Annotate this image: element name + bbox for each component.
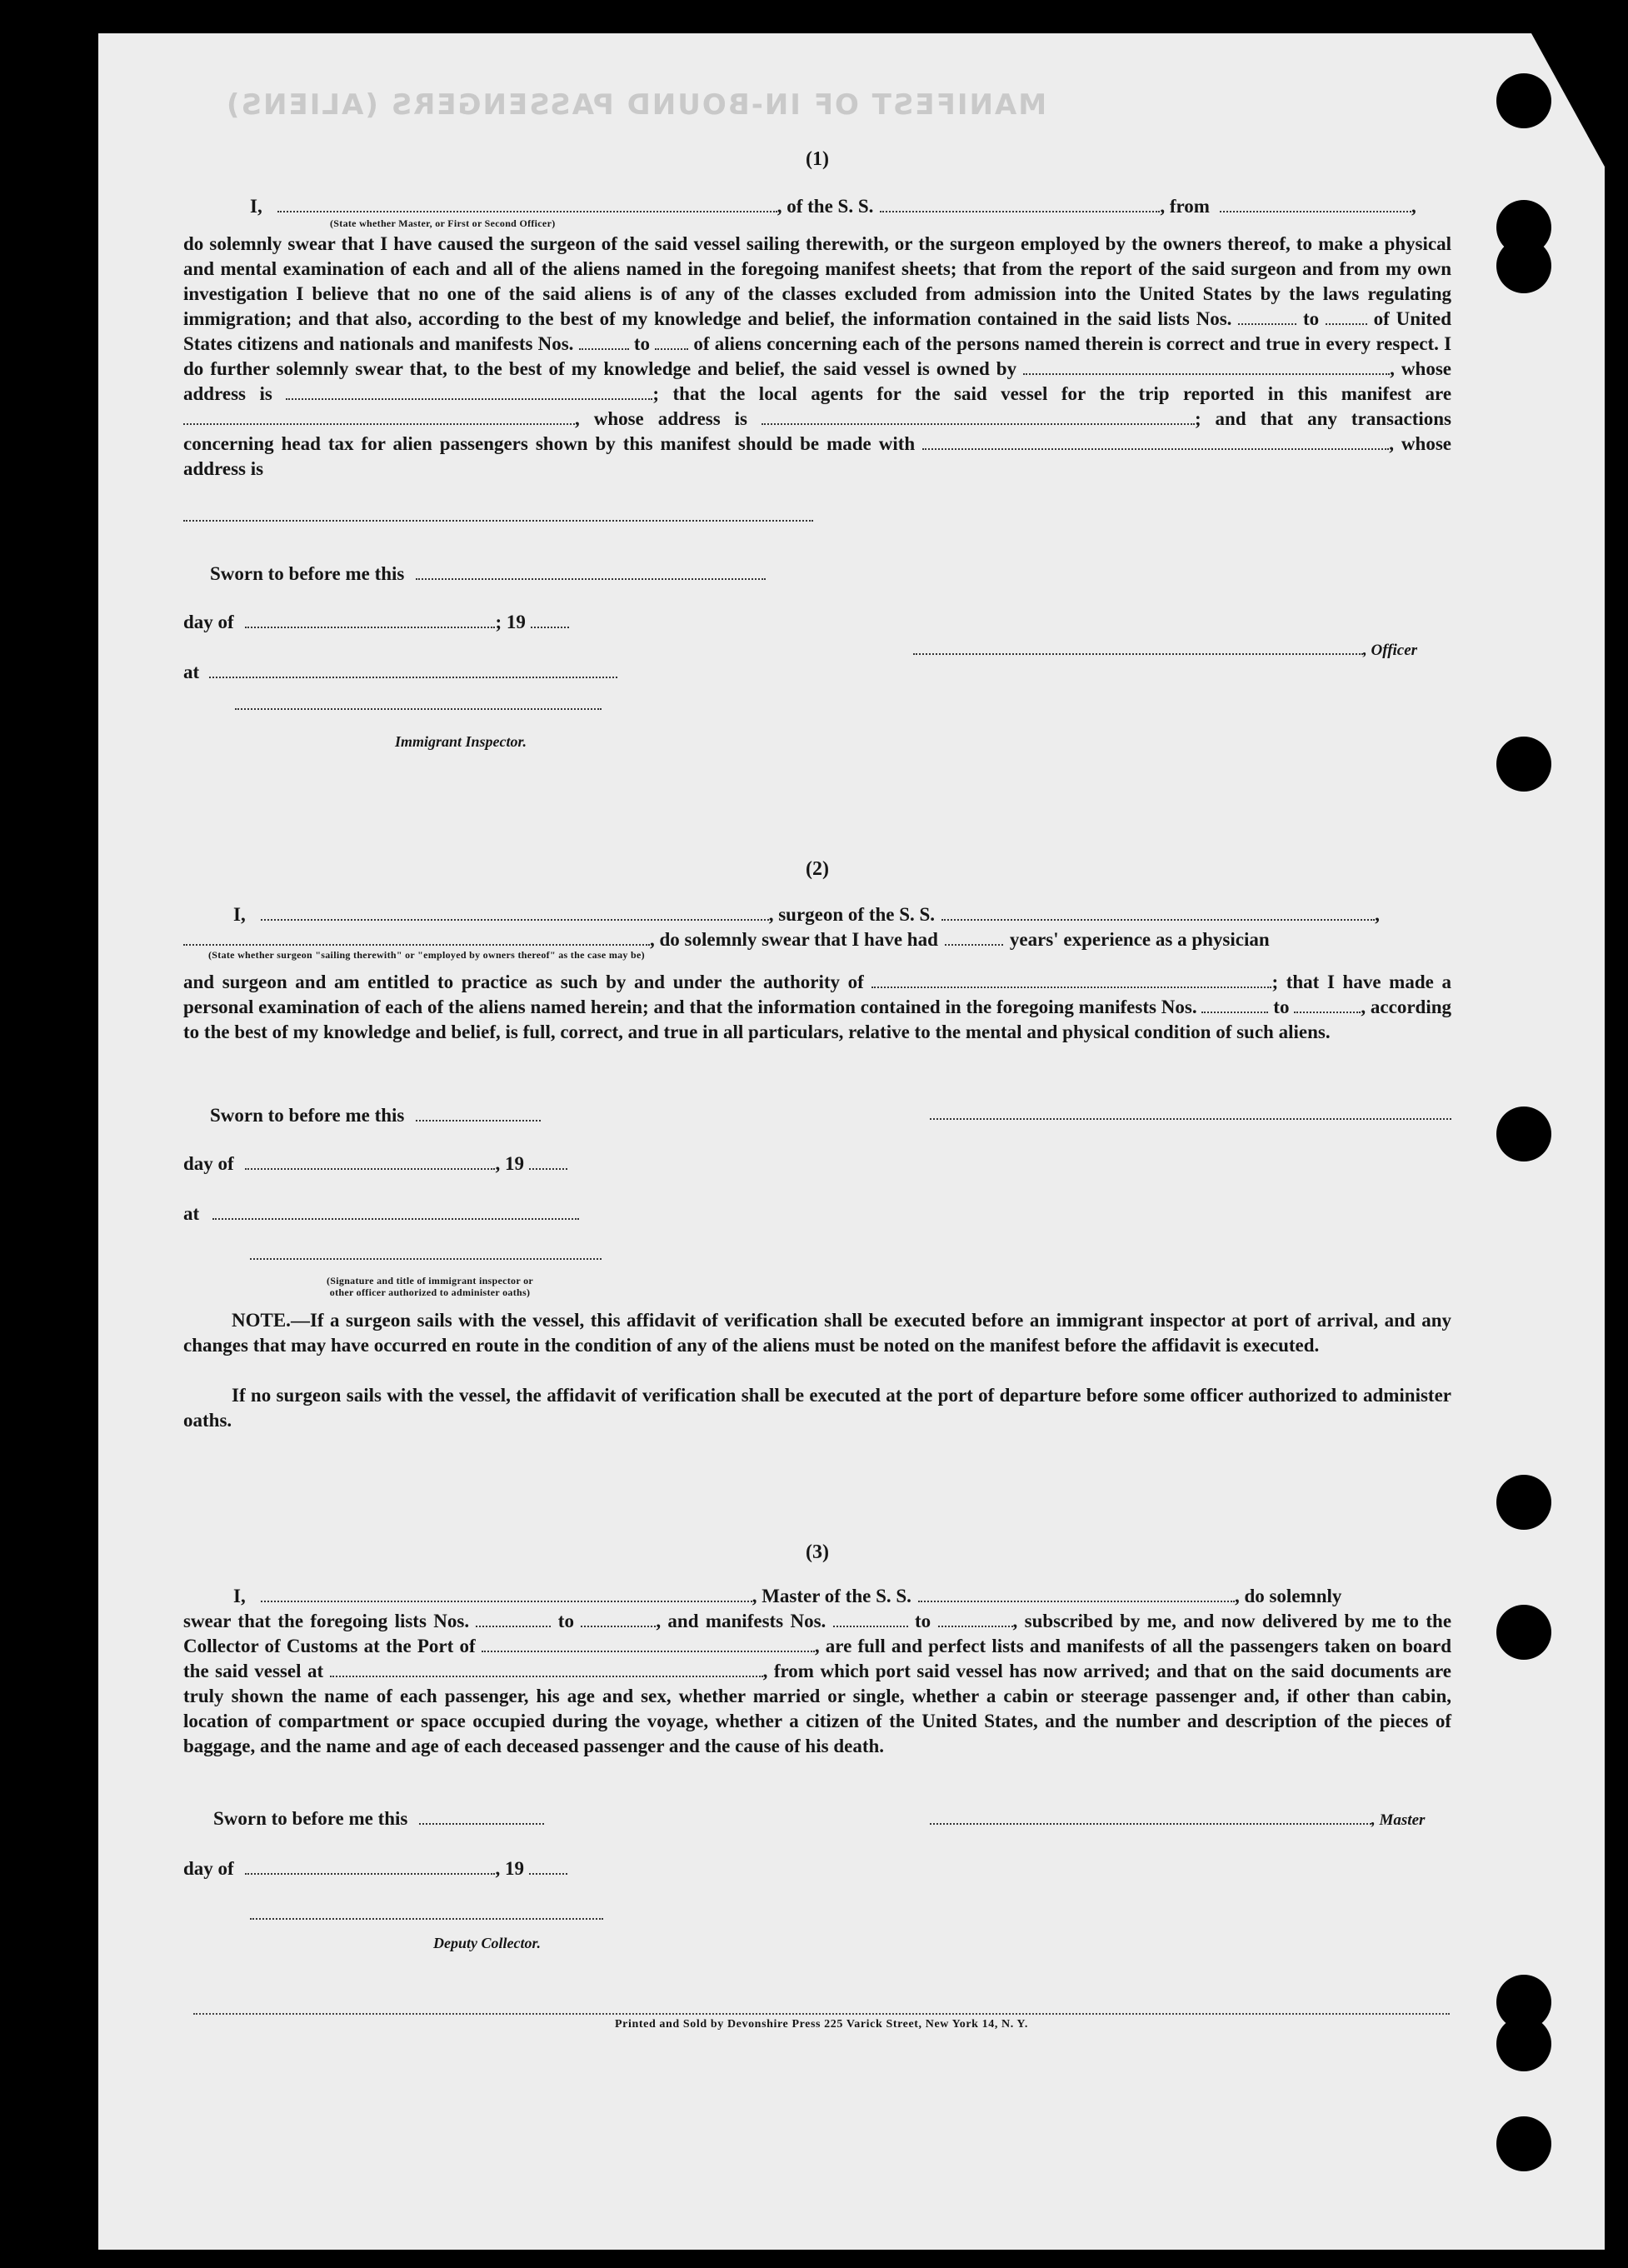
officer-signature-line: , Officer <box>913 638 1417 660</box>
owner-address-field[interactable] <box>286 383 652 400</box>
surgeon-name-field[interactable] <box>261 904 769 921</box>
owner-field[interactable] <box>1023 358 1390 375</box>
affidavit-section-2 <box>183 858 1452 1431</box>
master-name-field[interactable] <box>261 1586 752 1602</box>
punch-hole <box>1496 238 1551 293</box>
surgeon-vessel-field[interactable] <box>941 904 1375 921</box>
officer-caption: (State whether Master, or First or Second Officer) <box>330 217 556 229</box>
years-field[interactable] <box>945 929 1003 946</box>
section-heading: (1) <box>806 148 829 170</box>
sworn-date-field[interactable] <box>419 1808 544 1825</box>
printer-imprint: Printed and Sold by Devonshire Press 225 Varick Street, New York 14, N. Y. <box>615 2018 1028 2031</box>
year-field[interactable] <box>529 1858 567 1875</box>
collector-caption: Deputy Collector. <box>433 1935 541 1951</box>
manifests-from-field[interactable] <box>1201 997 1268 1013</box>
punch-hole <box>1496 1475 1551 1530</box>
manifests-from-field[interactable] <box>579 333 629 350</box>
lists-from-field[interactable] <box>1238 308 1296 325</box>
manifests-to-field[interactable] <box>655 333 688 350</box>
embarkation-port-field[interactable] <box>330 1661 763 1677</box>
sworn-line: Sworn to before me this <box>210 1105 541 1127</box>
lists-to-field[interactable] <box>581 1611 656 1627</box>
head-tax-agent-field[interactable] <box>922 433 1389 450</box>
sworn-date-field[interactable] <box>416 563 766 580</box>
day-of-field[interactable] <box>245 1153 495 1170</box>
surgeon-line: I, , surgeon of the S. S. , <box>233 904 1380 925</box>
at-line: at <box>183 662 617 683</box>
footer-rule <box>193 2013 1450 2015</box>
inspector-caption: Immigrant Inspector. <box>395 733 527 750</box>
day-of-line: day of , 19 <box>183 1858 567 1880</box>
vessel-name-field[interactable] <box>880 196 1160 212</box>
officer-name-field[interactable] <box>277 196 777 212</box>
punch-hole <box>1496 2116 1551 2171</box>
agents-address-field[interactable] <box>762 408 1195 425</box>
master-line: I, , Master of the S. S. , do solemnly <box>233 1586 1342 1606</box>
note-paragraph: NOTE.—If a surgeon sails with the vessel, this affidavit of verification shall be executed before an immigrant inspector at port of arrival, and any changes that may have occurred en route in the condition of any of the aliens must be noted on the manifest before the affidavit is executed. <box>183 1310 1451 1356</box>
head-tax-address-field[interactable] <box>183 520 813 522</box>
section-heading: (2) <box>806 858 829 880</box>
manifests-from-field[interactable] <box>833 1611 908 1627</box>
day-of-field[interactable] <box>245 1858 495 1875</box>
master-signature-line: , Master <box>930 1808 1425 1830</box>
punch-hole <box>1496 73 1551 128</box>
signature-caption: (Signature and title of immigrant inspector or other officer authorized to administer oaths) <box>326 1275 533 1298</box>
sworn-line: Sworn to before me this <box>213 1808 544 1830</box>
note-paragraph-2: If no surgeon sails with the vessel, the affidavit of verification shall be executed at the port of departure before some officer authorized to administer oaths. <box>183 1385 1451 1431</box>
sworn-line: Sworn to before me this <box>210 563 766 585</box>
section3-body: swear that the foregoing lists Nos. to , and manifests Nos. to , subscribed by me, and now delivered by me to the Collector of Customs at the Port of , are full and perfect lists and manifests of all the passengers taken on board the said vessel at , from which port said vessel has now arrived; and that on the said documents are truly shown the name of each passenger, his age and sex, whether married or single, whether a cabin or steerage passenger and, if other than cabin, location of compartment or space occupied during the voyage, whether a citizen of the United States, and the number and description of the pieces of baggage, and the name and age of each deceased passenger and the cause of his death. <box>183 1611 1452 1756</box>
at-place-field[interactable] <box>212 1203 579 1220</box>
punch-hole <box>1496 1605 1551 1660</box>
local-agents-field[interactable] <box>183 408 575 425</box>
at-line: at <box>183 1203 579 1225</box>
section-heading: (3) <box>806 1541 829 1563</box>
authority-field[interactable] <box>871 972 1271 988</box>
day-of-line: day of , 19 <box>183 1153 567 1175</box>
year-field[interactable] <box>529 1153 567 1170</box>
experience-line: , do solemnly swear that I have had years' experience as a physician <box>183 927 1451 952</box>
collector-signature-field[interactable] <box>250 1918 603 1920</box>
surgeon-capacity-field[interactable] <box>183 929 650 946</box>
manifests-to-field[interactable] <box>938 1611 1013 1627</box>
manifests-to-field[interactable] <box>1294 997 1361 1013</box>
from-port-field[interactable] <box>1220 196 1411 212</box>
master-vessel-field[interactable] <box>918 1586 1235 1602</box>
section1-body: do solemnly swear that I have caused the surgeon of the said vessel sailing therewith, or the surgeon employed by the owners thereof, to make a physical and mental examination of each and all of the aliens named in the foregoing manifest sheets; that from the report of the said surgeon and from my own investigation I believe that no one of the said aliens is of any of the classes excluded from admission into the United States by the laws regulating immigration; and that also, according to the best of my knowledge and belief, the information contained in the said lists Nos. to of United States citizens and nationals and manifests Nos. to of aliens concerning each of the persons named therein is correct and true in every respect. I do further solemnly swear that, to the best of my knowledge and belief, the said vessel is owned by , whose address is ; that the local agents for the said vessel for the trip reported in this manifest are , whose address is ; and that any transactions concerning head tax for alien passengers shown by this manifest should be made with , whose address is <box>183 233 1452 479</box>
surgeon-caption: (State whether surgeon "sailing therewith" or "employed by owners thereof" as the case may be) <box>208 949 645 961</box>
inspector-signature-field[interactable] <box>235 708 602 710</box>
port-field[interactable] <box>482 1636 815 1652</box>
affidavit-section-3 <box>183 1541 1452 1951</box>
day-of-line: day of ; 19 <box>183 612 569 633</box>
bleed-through-title: MANIFEST OF IN-BOUND PASSENGERS (ALIENS) <box>225 88 1047 122</box>
section2-body: and surgeon and am entitled to practice as such by and under the authority of ; that I have made a personal examination of each of the aliens named herein; and that the information contained in the foregoing manifests Nos. to , according to the best of my knowledge and belief, is full, correct, and true in all particulars, relative to the mental and physical condition of such aliens. <box>183 972 1452 1042</box>
officer-line: I, , of the S. S. , from , <box>250 196 1416 217</box>
day-of-field[interactable] <box>245 612 495 628</box>
punch-hole <box>1496 1107 1551 1161</box>
year-field[interactable] <box>531 612 569 628</box>
lists-to-field[interactable] <box>1326 308 1367 325</box>
lists-from-field[interactable] <box>476 1611 551 1627</box>
officer-signature-field[interactable] <box>913 638 1363 655</box>
punch-hole <box>1496 737 1551 792</box>
affidavit-section-1 <box>183 148 1452 750</box>
punch-hole <box>1496 2016 1551 2071</box>
inspector-signature-field[interactable] <box>250 1258 602 1260</box>
surgeon-signature-field[interactable] <box>930 1118 1451 1120</box>
at-place-field[interactable] <box>209 662 617 678</box>
master-signature-field[interactable] <box>930 1808 1371 1825</box>
sworn-date-field[interactable] <box>416 1105 541 1122</box>
